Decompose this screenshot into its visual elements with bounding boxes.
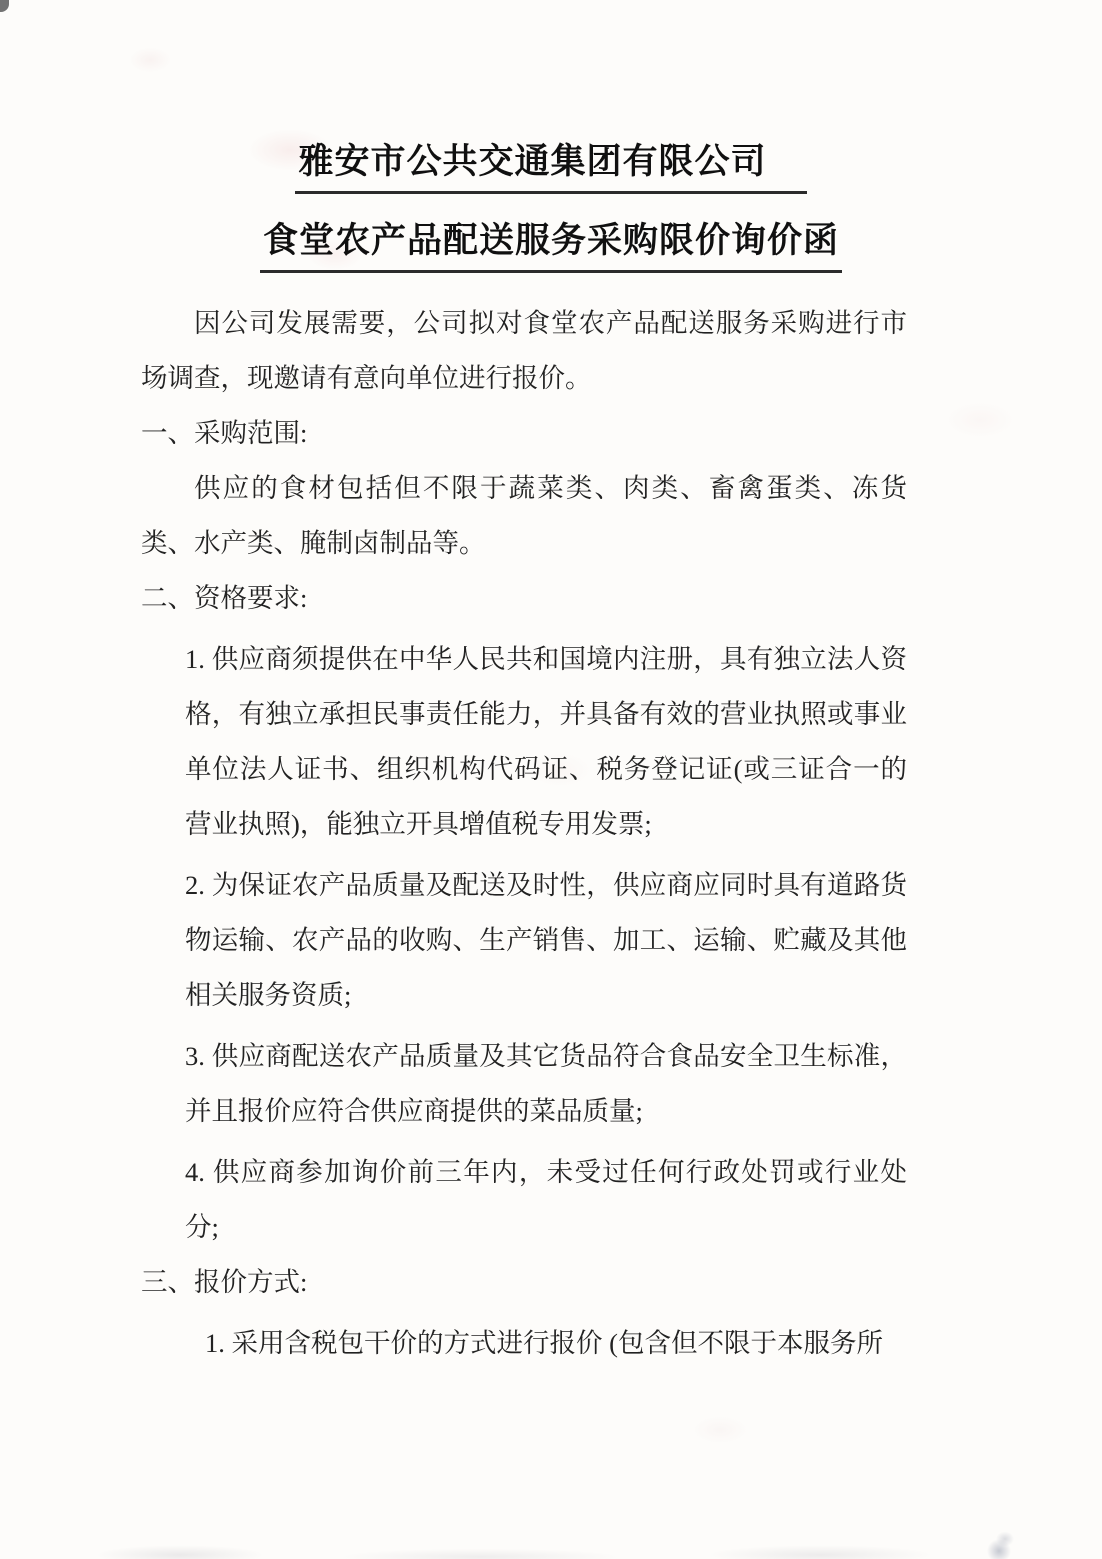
section-1-paragraph: 供应的食材包括但不限于蔬菜类、肉类、畜禽蛋类、冻货类、水产类、腌制卤制品等。	[141, 473, 907, 558]
document-title-line-1	[0, 134, 1102, 194]
document-title-line-2-text: 食堂农产品配送服务采购限价询价函	[260, 213, 842, 273]
requirement-item-3: 3. 供应商配送农产品质量及其它货品符合食品安全卫生标准，并且报价应符合供应商提供的菜品质量;	[185, 1041, 907, 1126]
pricing-item-1: 1. 采用含税包干价的方式进行报价 (包含但不限于本服务所	[205, 1328, 883, 1358]
requirement-item-1: 1. 供应商须提供在中华人民共和国境内注册，具有独立法人资格，有独立承担民事责任能力，并具备有效的营业执照或事业单位法人证书、组织机构代码证、税务登记证(或三证合一的营业执照)，能独立开具增值税专用发票;	[185, 644, 907, 839]
document-title-line-1-text: 雅安市公共交通集团有限公司	[295, 134, 806, 194]
document-body	[141, 296, 907, 1371]
document-title	[0, 134, 1102, 292]
section-2-heading: 二、资格要求:	[141, 583, 308, 613]
scan-artifact-bottom-band	[0, 1539, 1012, 1559]
scan-artifact-corner	[0, 0, 9, 12]
intro-paragraph: 因公司发展需要，公司拟对食堂农产品配送服务采购进行市场调查，现邀请有意向单位进行报价。	[141, 308, 907, 393]
section-3-heading: 三、报价方式:	[141, 1267, 308, 1297]
requirement-item-2: 2. 为保证农产品质量及配送及时性，供应商应同时具有道路货物运输、农产品的收购、生产销售、加工、运输、贮藏及其他相关服务资质;	[185, 870, 907, 1010]
document-title-line-2	[0, 213, 1102, 273]
requirement-item-4: 4. 供应商参加询价前三年内，未受过任何行政处罚或行业处分;	[185, 1157, 907, 1242]
section-1-heading: 一、采购范围:	[141, 418, 308, 448]
scan-smudge-bottom-right	[985, 1531, 1015, 1559]
